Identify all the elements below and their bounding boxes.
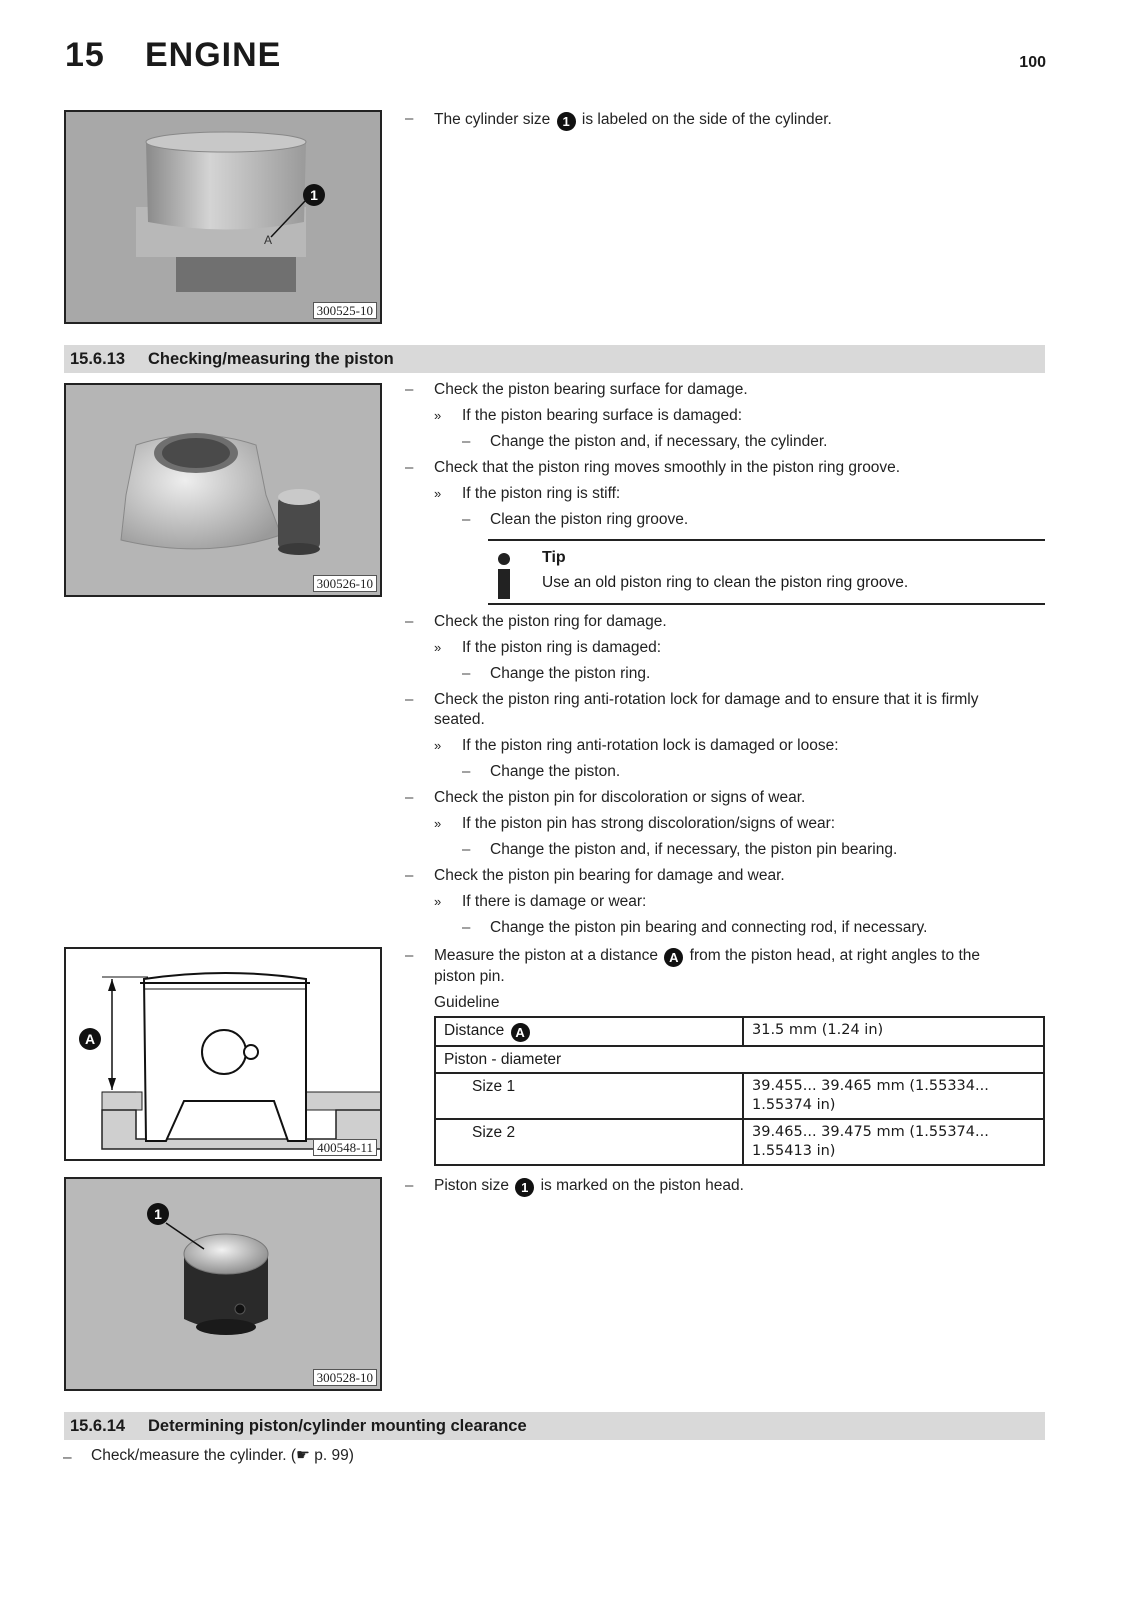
figure-piston-head bbox=[64, 1177, 382, 1391]
bullet-dash: – bbox=[405, 110, 414, 127]
action-text: Change the piston ring. bbox=[490, 665, 651, 682]
step-text: Check the piston pin bearing for damage and wear. bbox=[434, 867, 785, 884]
guideline-label: Guideline bbox=[434, 994, 500, 1011]
condition-text: If the piston ring is damaged: bbox=[462, 639, 662, 656]
action-text: Clean the piston ring groove. bbox=[490, 511, 689, 528]
step-text: Check the piston ring for damage. bbox=[434, 613, 667, 630]
action-text: Change the piston and, if necessary, the cylinder. bbox=[490, 433, 828, 450]
condition-marker: » bbox=[434, 486, 442, 501]
table-row bbox=[435, 1046, 1044, 1073]
condition-text: If the piston ring is stiff: bbox=[462, 485, 621, 502]
figure-cylinder-size bbox=[64, 110, 382, 324]
callout-1: 1 bbox=[557, 112, 576, 131]
step-text-continued: piston pin. bbox=[434, 968, 505, 985]
bullet-dash: – bbox=[462, 665, 471, 682]
table-cell: 39.455... 39.465 mm (1.55334... 1.55374 in) bbox=[743, 1073, 1044, 1119]
figure-label: 300526-10 bbox=[313, 575, 377, 592]
condition-text: If the piston bearing surface is damaged: bbox=[462, 407, 743, 424]
step-text: Check the piston bearing surface for damage. bbox=[434, 381, 748, 398]
bullet-dash: – bbox=[63, 1449, 72, 1466]
bullet-dash: – bbox=[405, 691, 414, 708]
info-icon bbox=[491, 551, 517, 599]
figure-cylinder-piston bbox=[64, 383, 382, 597]
page-number: 100 bbox=[1019, 54, 1046, 71]
table-cell: Size 1 bbox=[435, 1073, 743, 1119]
condition-marker: » bbox=[434, 640, 442, 655]
bullet-dash: – bbox=[405, 867, 414, 884]
step-text: Measure the piston at a distance A from the piston head, at right angles to the bbox=[434, 947, 981, 965]
table-cell: Distance A bbox=[435, 1017, 743, 1046]
tip-box bbox=[488, 539, 1045, 605]
table-cell: Size 2 bbox=[435, 1119, 743, 1165]
step-text: Check the piston ring anti-rotation lock for damage and to ensure that it is firmly bbox=[434, 691, 979, 708]
step-text: Check the piston pin for discoloration or signs of wear. bbox=[434, 789, 806, 806]
chapter-number: 15 bbox=[65, 36, 105, 74]
figure-piston-diagram bbox=[64, 947, 382, 1161]
bullet-dash: – bbox=[462, 433, 471, 450]
step-text: Piston size 1 is marked on the piston head. bbox=[434, 1177, 744, 1195]
condition-marker: » bbox=[434, 816, 442, 831]
condition-marker: » bbox=[434, 894, 442, 909]
bullet-dash: – bbox=[462, 763, 471, 780]
bullet-dash: – bbox=[462, 841, 471, 858]
pointing-hand-icon: ☛ bbox=[296, 1447, 310, 1464]
section-heading-clearance: 15.6.14 Determining piston/cylinder mounting clearance bbox=[64, 1412, 1045, 1440]
intro-text: The cylinder size 1 is labeled on the side of the cylinder. bbox=[434, 111, 832, 129]
page-reference-link[interactable]: ☛ p. 99) bbox=[296, 1447, 354, 1464]
step-text-continued: seated. bbox=[434, 711, 485, 728]
table-cell: 39.465... 39.475 mm (1.55374... 1.55413 in) bbox=[743, 1119, 1044, 1165]
action-text: Change the piston and, if necessary, the piston pin bearing. bbox=[490, 841, 898, 858]
condition-marker: » bbox=[434, 738, 442, 753]
svg-text:A: A bbox=[264, 233, 273, 247]
condition-marker: » bbox=[434, 408, 442, 423]
table-cell: Piston - diameter bbox=[435, 1046, 1044, 1073]
chapter-title: ENGINE bbox=[145, 36, 282, 74]
fig3-callout: A bbox=[84, 1031, 96, 1047]
bullet-dash: – bbox=[462, 511, 471, 528]
condition-text: If the piston ring anti-rotation lock is damaged or loose: bbox=[462, 737, 839, 754]
table-cell: 31.5 mm (1.24 in) bbox=[743, 1017, 1044, 1046]
figure-label: 400548-11 bbox=[313, 1139, 377, 1156]
table-row bbox=[435, 1073, 1044, 1119]
tip-title: Tip bbox=[542, 549, 566, 566]
tip-text: Use an old piston ring to clean the piston ring groove. bbox=[542, 574, 909, 591]
figure-label: 300528-10 bbox=[313, 1369, 377, 1386]
bullet-dash: – bbox=[405, 381, 414, 398]
callout-1: 1 bbox=[515, 1178, 534, 1197]
section-heading-piston: 15.6.13 Checking/measuring the piston bbox=[64, 345, 1045, 373]
step-text: Check/measure the cylinder. (☛ p. 99) bbox=[91, 1447, 354, 1464]
bullet-dash: – bbox=[405, 1177, 414, 1194]
fig1-callout: 1 bbox=[310, 187, 318, 203]
fig4-callout: 1 bbox=[154, 1206, 162, 1222]
guideline-table bbox=[434, 1016, 1045, 1166]
bullet-dash: – bbox=[405, 947, 414, 964]
callout-a: A bbox=[664, 948, 683, 967]
callout-a: A bbox=[511, 1023, 530, 1042]
bullet-dash: – bbox=[405, 789, 414, 806]
bullet-dash: – bbox=[405, 459, 414, 476]
table-row bbox=[435, 1119, 1044, 1165]
condition-text: If there is damage or wear: bbox=[462, 893, 647, 910]
action-text: Change the piston. bbox=[490, 763, 621, 780]
step-text: Check that the piston ring moves smoothly in the piston ring groove. bbox=[434, 459, 901, 476]
bullet-dash: – bbox=[405, 613, 414, 630]
action-text: Change the piston pin bearing and connecting rod, if necessary. bbox=[490, 919, 928, 936]
table-row bbox=[435, 1017, 1044, 1046]
figure-label: 300525-10 bbox=[313, 302, 377, 319]
bullet-dash: – bbox=[462, 919, 471, 936]
condition-text: If the piston pin has strong discoloration/signs of wear: bbox=[462, 815, 836, 832]
